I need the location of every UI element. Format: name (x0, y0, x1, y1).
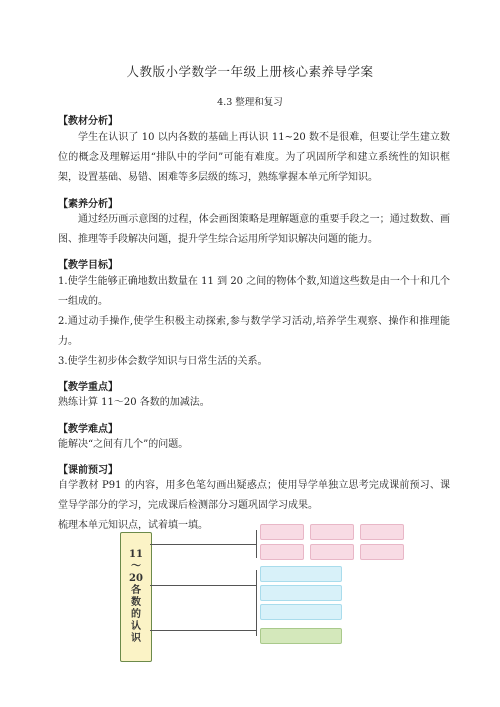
mindmap-label (120, 532, 152, 662)
fill-in-box[interactable] (360, 524, 404, 540)
mindmap-label-line: ～ (131, 561, 141, 572)
analysis-heading: 【教材分析】 (58, 116, 118, 127)
fill-in-box[interactable] (260, 524, 304, 540)
key-text: 熟练计算 11～20 各数的加减法。 (58, 397, 210, 408)
preview-text: 自学教材 P91 的内容，用多色笔勾画出疑惑点；使用导学单独立思考完成课前预习、课堂导学部分的学习，完成课后检测部分习题巩固学习成果。 (58, 480, 450, 511)
mindmap-label-line: 数 (131, 597, 141, 608)
difficulty-heading: 【教学难点】 (58, 424, 118, 435)
analysis-text: 学生在认识了 10 以内各数的基础上再认识 11~20 数不是很难，但要让学生建立数位的概念及理解运用“排队中的学问”可能有难度。为了巩固所学和建立系统性的知识框架，设置基础、易错、困难等多层级的练习，熟练掌握本单元所学知识。 (58, 132, 450, 183)
fill-in-box[interactable] (260, 585, 342, 601)
connector-line (256, 530, 257, 558)
goals-heading: 【教学目标】 (58, 260, 118, 271)
mindmap-label-line: 认 (131, 621, 141, 632)
fill-in-box[interactable] (260, 628, 342, 644)
connector-line (150, 544, 256, 545)
connector-line (150, 630, 256, 631)
page-subtitle: 4.3 整理和复习 (217, 97, 283, 108)
fill-in-box[interactable] (310, 524, 354, 540)
fill-in-box[interactable] (260, 544, 304, 560)
literacy-heading: 【素养分析】 (58, 199, 118, 210)
connector-line (256, 622, 257, 636)
mindmap-label-line: 11 (129, 549, 143, 560)
goal-item-2: 2.通过动手操作,使学生积极主动探索,参与数学学习活动,培养学生观察、操作和推理能力。 (58, 316, 450, 347)
difficulty-text: 能解决“之间有几个”的问题。 (58, 439, 189, 450)
mindmap-label-line: 20 (129, 573, 143, 584)
goal-item-3: 3.使学生初步体会数学知识与日常生活的关系。 (58, 356, 268, 367)
mindmap-label-line: 的 (131, 609, 141, 620)
knowledge-mindmap (120, 530, 460, 700)
preview-task: 梳理本单元知识点，试着填一填。 (58, 520, 208, 531)
fill-in-box[interactable] (260, 566, 342, 582)
connector-line (150, 585, 256, 586)
fill-in-box[interactable] (310, 544, 354, 560)
connector-line (256, 570, 257, 626)
key-heading: 【教学重点】 (58, 382, 118, 393)
fill-in-box[interactable] (360, 544, 404, 560)
page-title: 人教版小学数学一年级上册核心素养导学案 (126, 64, 374, 79)
mindmap-label-line: 识 (131, 633, 141, 644)
preview-heading: 【课前预习】 (58, 465, 118, 476)
literacy-text: 通过经历画示意图的过程，体会画图策略是理解题意的重要手段之一；通过数数、画图、推理等手段解决问题，提升学生综合运用所学知识解决问题的能力。 (58, 214, 450, 245)
mindmap-label-line: 各 (131, 585, 141, 596)
fill-in-box[interactable] (260, 604, 342, 620)
goal-item-1: 1.使学生能够正确地数出数量在 11 到 20 之间的物体个数,知道这些数是由一个十和几个一组成的。 (58, 276, 450, 307)
